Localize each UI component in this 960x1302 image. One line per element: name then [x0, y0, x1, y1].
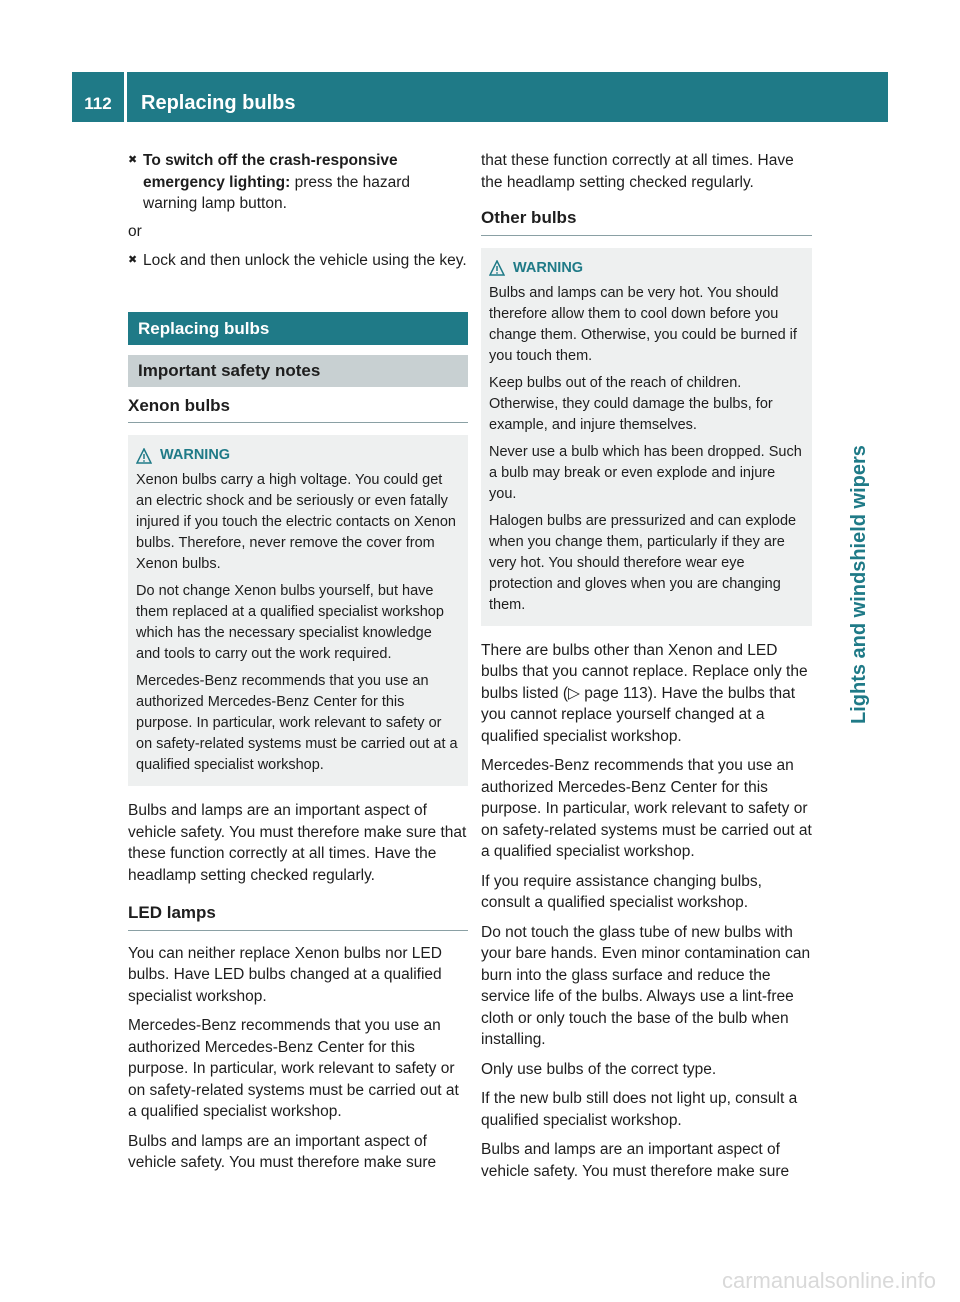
step-text: press the hazard warning lamp button.: [143, 173, 411, 212]
step-arrow-icon: ✖: [128, 254, 138, 266]
other-bulbs-heading: Other bulbs: [481, 207, 812, 236]
warning-icon: [489, 260, 505, 276]
chapter-label: Lights and windshield wipers: [848, 445, 870, 724]
warning-text: Xenon bulbs carry a high voltage. You could get an electric shock and be seriously or even fatally injured if you touch the electric contacts on Xenon bulbs. Therefore, never remove the cover from Xenon bulbs.: [136, 472, 456, 572]
step-label: To switch off the crash-responsive emergency lighting:: [143, 152, 398, 191]
body-paragraph: Bulbs and lamps are an important aspect of vehicle safety. You must therefore make sure: [481, 1141, 790, 1180]
instruction-step: [128, 250, 468, 272]
warning-title: [136, 445, 460, 466]
warning-text: Mercedes-Benz recommends that you use an authorized Mercedes-Benz Center for this purpose. In particular, work relevant to safety or on safety-related systems must be carried out at a qualified specialist workshop.: [136, 673, 458, 773]
warning-text: Do not change Xenon bulbs yourself, but have them replaced at a qualified specialist workshop which has the necessary specialist knowledge and tools to carry out the work required.: [136, 583, 444, 662]
body-paragraph: Bulbs and lamps are an important aspect of vehicle safety. You must therefore make sure: [128, 1132, 437, 1171]
chapter-tab: [72, 124, 124, 724]
warning-text: Keep bulbs out of the reach of children. Otherwise, they could damage the bulbs, for example, and injure themselves.: [489, 374, 773, 433]
warning-label: WARNING: [160, 447, 231, 463]
section-title: Replacing bulbs: [128, 312, 468, 346]
body-paragraph: Bulbs and lamps are an important aspect of vehicle safety. You must therefore make sure that these function correctly at all times. Have the headlamp setting checked regularly.: [128, 802, 467, 884]
body-paragraph: Mercedes-Benz recommends that you use an authorized Mercedes-Benz Center for this purpose. In particular, work relevant to safety or on safety-related systems must be carried out at a qualified specialist workshop.: [128, 1017, 459, 1120]
right-column: [481, 150, 812, 1190]
page-number: 112: [72, 72, 124, 122]
body-paragraph: If the new bulb still does not light up, consult a qualified specialist workshop.: [481, 1090, 798, 1129]
warning-text: Bulbs and lamps can be very hot. You should therefore allow them to cool down before you change them. Otherwise, you could be burned if you touch them.: [489, 284, 797, 364]
warning-icon: [136, 448, 152, 464]
page-title: Replacing bulbs: [141, 92, 296, 114]
step-arrow-icon: ✖: [128, 154, 138, 166]
body-paragraph: If you require assistance changing bulbs, consult a qualified specialist workshop.: [481, 872, 762, 911]
body-paragraph: There are bulbs other than Xenon and LED bulbs that you cannot replace. Replace only the bulbs listed (▷ page 113). Have the bulbs that you cannot replace yourself changed at a qualified specialist workshop.: [481, 641, 808, 745]
warning-text: Never use a bulb which has been dropped. Such a bulb may break or even explode and injure you.: [489, 443, 802, 502]
body-paragraph: Only use bulbs of the correct type.: [481, 1060, 717, 1078]
header-bar: [127, 72, 887, 122]
warning-text: Halogen bulbs are pressurized and can explode when you change them, particularly if they are very hot. You should therefore wear eye protection and gloves when you are changing them.: [489, 512, 797, 613]
instruction-step: [128, 150, 468, 215]
chapter-sidebar: [838, 124, 888, 1174]
corner-tab: [838, 72, 888, 122]
warning-box: [481, 248, 812, 626]
warning-title: [489, 258, 804, 279]
led-heading: LED lamps: [128, 902, 468, 931]
or-text: or: [128, 222, 142, 240]
page-header: [72, 72, 887, 122]
left-column: [128, 150, 468, 1182]
subsection-title: Important safety notes: [128, 355, 468, 387]
body-paragraph: Do not touch the glass tube of new bulbs with your bare hands. Even minor contamination can burn into the glass surface and reduce the service life of the bulbs. Always use a lint-free cloth or only touch the base of the bulb when installing.: [481, 923, 811, 1048]
step-text: Lock and then unlock the vehicle using the key.: [143, 252, 467, 269]
body-paragraph: that these function correctly at all times. Have the headlamp setting checked regularly.: [481, 152, 794, 191]
warning-box: [128, 435, 468, 786]
body-paragraph: You can neither replace Xenon bulbs nor LED bulbs. Have LED bulbs changed at a qualified specialist workshop.: [128, 944, 442, 1005]
warning-label: WARNING: [513, 259, 584, 276]
footer-watermark: carmanualsonline.info: [721, 1268, 936, 1293]
body-paragraph: Mercedes-Benz recommends that you use an authorized Mercedes-Benz Center for this purpose. In particular, work relevant to safety or on safety-related systems must be carried out at a qualified specialist workshop.: [481, 757, 812, 860]
xenon-heading: Xenon bulbs: [128, 395, 468, 424]
